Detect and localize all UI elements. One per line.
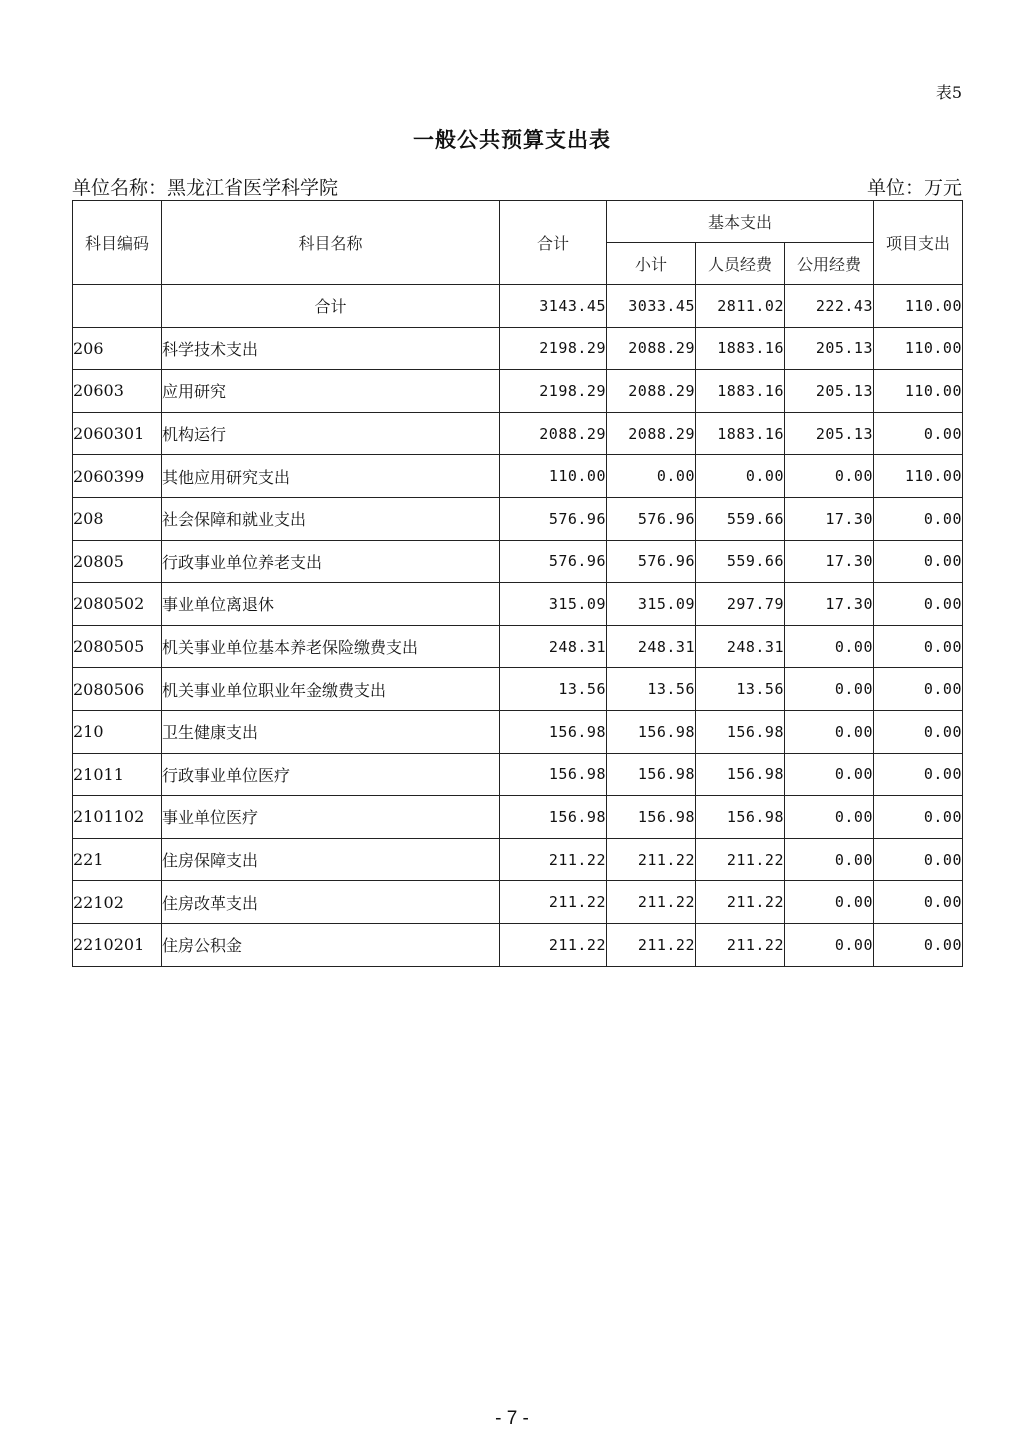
cell-code: 2060301 [73,412,162,455]
cell-project: 110.00 [874,370,963,413]
cell-total: 156.98 [500,753,607,796]
cell-public: 0.00 [785,881,874,924]
cell-subtotal: 156.98 [607,710,696,753]
header-total: 合计 [500,201,607,285]
unit-name: 单位名称：黑龙江省医学科学院 [72,177,339,199]
cell-code: 20805 [73,540,162,583]
cell-total: 13.56 [500,668,607,711]
cell-total: 315.09 [500,583,607,626]
cell-public: 0.00 [785,923,874,966]
header-personnel: 人员经费 [696,243,785,285]
table-row [73,583,963,626]
table-row [73,327,963,370]
table-row [73,668,963,711]
cell-subtotal: 156.98 [607,753,696,796]
cell-code: 2080506 [73,668,162,711]
cell-code: 208 [73,497,162,540]
cell-personnel: 211.22 [696,838,785,881]
table-row [73,497,963,540]
table-row [73,753,963,796]
cell-project: 110.00 [874,455,963,498]
cell-name: 其他应用研究支出 [162,455,500,498]
cell-personnel: 1883.16 [696,370,785,413]
cell-project: 0.00 [874,881,963,924]
cell-code: 221 [73,838,162,881]
table-row [73,796,963,839]
cell-code [73,285,162,328]
cell-total: 2198.29 [500,327,607,370]
cell-personnel: 1883.16 [696,412,785,455]
cell-project: 0.00 [874,583,963,626]
cell-project: 0.00 [874,668,963,711]
cell-name: 应用研究 [162,370,500,413]
cell-project: 0.00 [874,540,963,583]
cell-code: 21011 [73,753,162,796]
cell-public: 17.30 [785,497,874,540]
cell-subtotal: 576.96 [607,497,696,540]
cell-project: 0.00 [874,753,963,796]
table-body [73,285,963,967]
cell-name: 机关事业单位基本养老保险缴费支出 [162,625,500,668]
cell-total: 248.31 [500,625,607,668]
cell-personnel: 297.79 [696,583,785,626]
header-code: 科目编码 [73,201,162,285]
cell-personnel: 156.98 [696,710,785,753]
header-name: 科目名称 [162,201,500,285]
cell-code: 2080505 [73,625,162,668]
cell-public: 0.00 [785,625,874,668]
cell-personnel: 2811.02 [696,285,785,328]
cell-code: 20603 [73,370,162,413]
cell-subtotal: 0.00 [607,455,696,498]
cell-public: 205.13 [785,327,874,370]
cell-total: 211.22 [500,923,607,966]
cell-public: 0.00 [785,838,874,881]
cell-name: 机关事业单位职业年金缴费支出 [162,668,500,711]
cell-subtotal: 13.56 [607,668,696,711]
header-row-top [73,201,963,243]
cell-subtotal: 315.09 [607,583,696,626]
cell-project: 0.00 [874,497,963,540]
header-public: 公用经费 [785,243,874,285]
cell-name: 科学技术支出 [162,327,500,370]
cell-project: 0.00 [874,923,963,966]
cell-public: 205.13 [785,370,874,413]
cell-project: 0.00 [874,710,963,753]
cell-personnel: 211.22 [696,881,785,924]
cell-subtotal: 3033.45 [607,285,696,328]
cell-total: 3143.45 [500,285,607,328]
cell-total: 156.98 [500,710,607,753]
header-basic: 基本支出 [607,201,874,243]
cell-project: 110.00 [874,285,963,328]
cell-personnel: 13.56 [696,668,785,711]
cell-project: 0.00 [874,838,963,881]
cell-subtotal: 2088.29 [607,412,696,455]
table-row [73,923,963,966]
table-row [73,881,963,924]
cell-name: 行政事业单位医疗 [162,753,500,796]
cell-public: 0.00 [785,753,874,796]
cell-total: 2198.29 [500,370,607,413]
cell-name: 住房改革支出 [162,881,500,924]
cell-subtotal: 248.31 [607,625,696,668]
cell-personnel: 559.66 [696,497,785,540]
cell-subtotal: 156.98 [607,796,696,839]
cell-subtotal: 576.96 [607,540,696,583]
table-row-total [73,285,963,328]
cell-public: 222.43 [785,285,874,328]
cell-code: 206 [73,327,162,370]
cell-name: 合计 [162,285,500,328]
cell-personnel: 156.98 [696,753,785,796]
cell-name: 住房保障支出 [162,838,500,881]
document-title: 一般公共预算支出表 [413,127,611,152]
table-row [73,540,963,583]
cell-code: 2101102 [73,796,162,839]
table-row [73,412,963,455]
page-number: - 7 - [495,1408,529,1429]
cell-subtotal: 211.22 [607,838,696,881]
cell-public: 17.30 [785,583,874,626]
cell-total: 156.98 [500,796,607,839]
cell-total: 211.22 [500,838,607,881]
cell-name: 机构运行 [162,412,500,455]
cell-personnel: 0.00 [696,455,785,498]
cell-total: 110.00 [500,455,607,498]
budget-table [72,200,963,967]
table-row [73,710,963,753]
cell-public: 17.30 [785,540,874,583]
cell-name: 行政事业单位养老支出 [162,540,500,583]
cell-code: 210 [73,710,162,753]
unit-measure: 单位：万元 [866,177,962,199]
header-subtotal: 小计 [607,243,696,285]
cell-public: 0.00 [785,455,874,498]
cell-project: 110.00 [874,327,963,370]
cell-code: 2080502 [73,583,162,626]
cell-code: 2060399 [73,455,162,498]
cell-subtotal: 2088.29 [607,370,696,413]
cell-personnel: 156.98 [696,796,785,839]
cell-total: 2088.29 [500,412,607,455]
meta-row [72,173,962,199]
cell-subtotal: 211.22 [607,881,696,924]
cell-project: 0.00 [874,796,963,839]
cell-code: 22102 [73,881,162,924]
cell-subtotal: 2088.29 [607,327,696,370]
cell-personnel: 211.22 [696,923,785,966]
table-row [73,455,963,498]
header-project: 项目支出 [874,201,963,285]
cell-name: 事业单位医疗 [162,796,500,839]
cell-name: 事业单位离退休 [162,583,500,626]
cell-name: 卫生健康支出 [162,710,500,753]
cell-name: 住房公积金 [162,923,500,966]
cell-public: 0.00 [785,668,874,711]
table-row [73,838,963,881]
cell-subtotal: 211.22 [607,923,696,966]
table-header [73,201,963,285]
cell-code: 2210201 [73,923,162,966]
form-number: 表5 [935,83,962,102]
cell-project: 0.00 [874,412,963,455]
table-row [73,370,963,413]
cell-public: 205.13 [785,412,874,455]
cell-name: 社会保障和就业支出 [162,497,500,540]
cell-total: 576.96 [500,497,607,540]
cell-personnel: 248.31 [696,625,785,668]
cell-total: 576.96 [500,540,607,583]
cell-total: 211.22 [500,881,607,924]
cell-public: 0.00 [785,796,874,839]
cell-personnel: 559.66 [696,540,785,583]
cell-personnel: 1883.16 [696,327,785,370]
table-row [73,625,963,668]
cell-project: 0.00 [874,625,963,668]
cell-public: 0.00 [785,710,874,753]
